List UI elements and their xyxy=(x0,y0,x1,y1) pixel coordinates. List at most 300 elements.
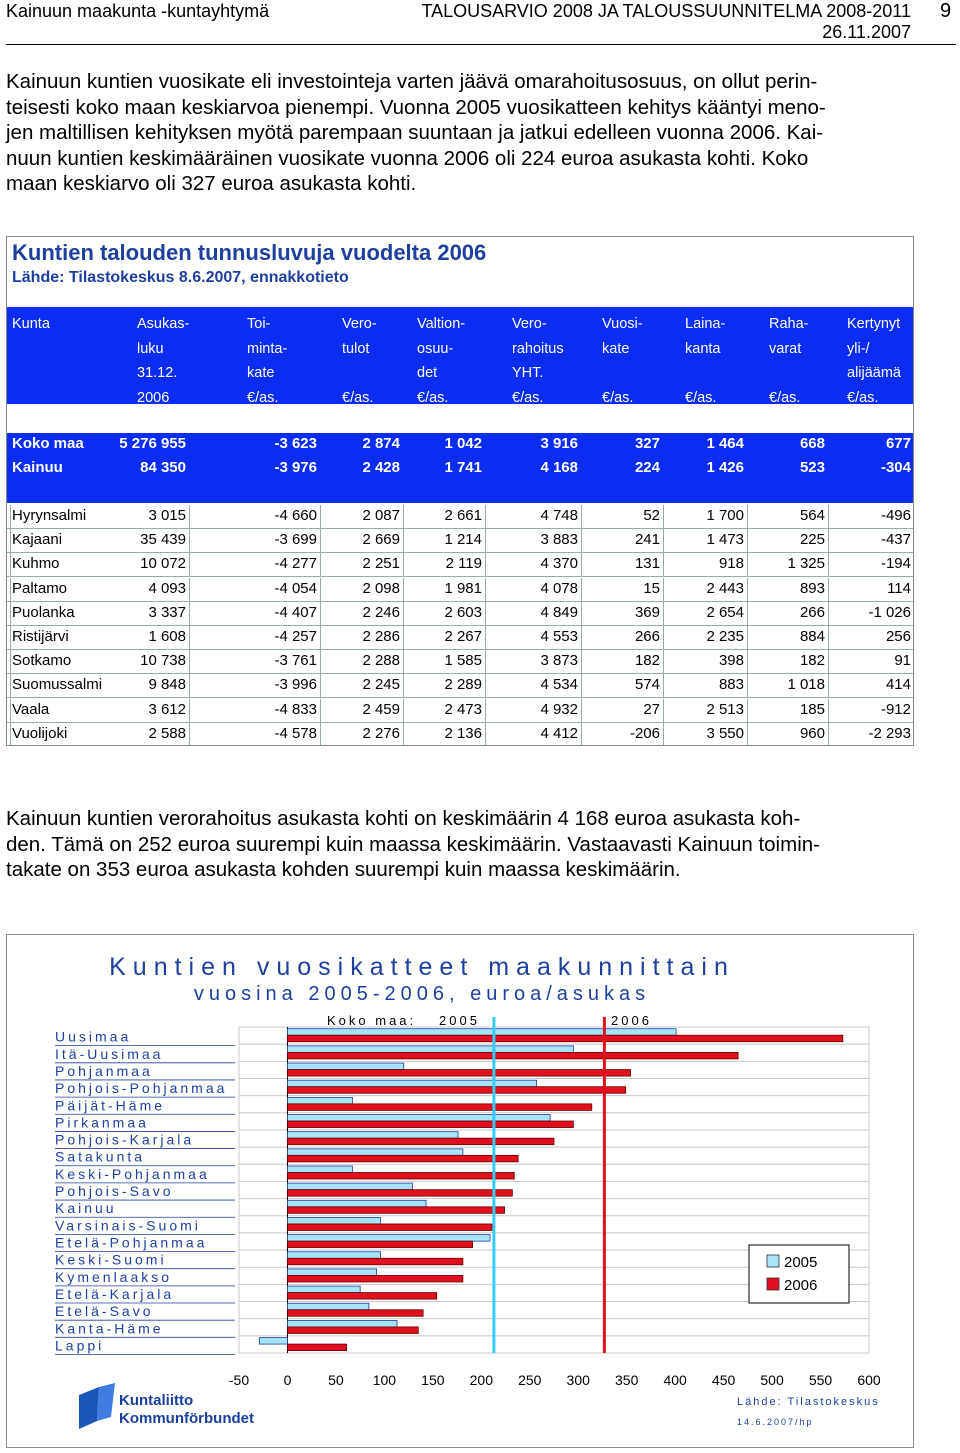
table-grid-cell xyxy=(190,602,321,626)
table-grid-cell xyxy=(190,650,321,674)
table-cell: 2 661 xyxy=(444,507,482,524)
table-grid-cell xyxy=(11,674,190,698)
table-cell-name: Ristijärvi xyxy=(12,628,69,645)
bar-2006 xyxy=(287,1207,504,1214)
legend-label-2005: 2005 xyxy=(784,1254,818,1271)
table-grid-cell xyxy=(582,674,664,698)
paragraph-line: teisesti koko maan keskiarvoa pienempi. Vuonna 2005 vuosikatteen kehitys kääntyi meno- xyxy=(6,95,826,119)
table-cell-name: Koko maa xyxy=(12,435,84,452)
header-document-title xyxy=(370,1,911,43)
x-tick-label: 150 xyxy=(421,1372,445,1388)
legend-label-2006: 2006 xyxy=(784,1277,818,1294)
table-title: Kuntien talouden tunnusluvuja vuodelta 2006 xyxy=(12,240,487,265)
reference-label: Koko maa: xyxy=(327,1013,417,1028)
table-cell-name: Kuhmo xyxy=(12,555,60,573)
paragraph-line: den. Tämä on 252 euroa suurempi kuin maassa keskimäärin. Vastaavasti Kainuun toimin- xyxy=(6,832,820,856)
table-cell: 2 459 xyxy=(362,700,400,718)
table-cell: 2 443 xyxy=(706,579,744,597)
x-tick-label: 50 xyxy=(328,1372,344,1388)
table-cell: 2 588 xyxy=(148,724,186,742)
reference-year-2006: 2006 xyxy=(611,1013,652,1028)
table-cell: 4 932 xyxy=(540,700,578,718)
table-grid-cell xyxy=(321,674,404,698)
table-column-header: Valtion- osuu- det €/as. xyxy=(417,316,466,406)
bar-2005 xyxy=(287,1269,376,1276)
table-cell: 9 848 xyxy=(148,676,186,694)
table-cell: 2 276 xyxy=(362,724,400,742)
table-cell: 2 473 xyxy=(444,700,482,718)
table-cell: 1 042 xyxy=(444,435,482,452)
table-grid-cell xyxy=(664,674,748,698)
table-grid-cell xyxy=(582,505,664,529)
category-label: Satakunta xyxy=(55,1148,146,1165)
table-subtitle: Lähde: Tilastokeskus 8.6.2007, ennakkotieto xyxy=(12,269,349,286)
bar-2005 xyxy=(287,1286,360,1293)
paragraph-vuosikate xyxy=(6,69,951,197)
x-tick-label: 400 xyxy=(663,1372,687,1388)
table-cell: -4 578 xyxy=(274,724,317,742)
table-grid-cell xyxy=(748,626,829,650)
bar-2006 xyxy=(287,1258,462,1265)
logo-mark-right xyxy=(97,1383,115,1421)
table-cell: 1 981 xyxy=(444,579,482,597)
table-column-header: Vero- tulot €/as. xyxy=(342,316,377,406)
table-cell-name: Hyrynsalmi xyxy=(12,507,87,524)
bar-2005 xyxy=(287,1166,352,1173)
bar-2006 xyxy=(287,1310,423,1317)
bar-2006 xyxy=(287,1344,346,1351)
table-cell: 2 288 xyxy=(362,652,400,670)
table-cell-name: Paltamo xyxy=(12,579,68,597)
kuntaliitto-logo xyxy=(79,1383,254,1429)
bar-2006 xyxy=(287,1138,554,1145)
table-grid-cell xyxy=(190,578,321,602)
bar-2006 xyxy=(287,1087,625,1094)
table-cell: -4 257 xyxy=(274,628,317,645)
table-summary-row xyxy=(7,433,913,457)
table-cell: -4 833 xyxy=(274,700,317,718)
table-grid-cell xyxy=(404,723,486,746)
bar-2006 xyxy=(287,1293,436,1300)
table-cell: 225 xyxy=(799,531,825,549)
table-cell: -3 976 xyxy=(274,459,317,476)
table-cell: 2 235 xyxy=(706,628,744,645)
table-grid-cell xyxy=(486,674,582,698)
bar-2005 xyxy=(287,1029,676,1036)
table-cell: 5 276 955 xyxy=(119,435,186,452)
table-cell: 1 585 xyxy=(444,652,482,670)
table-column-header: Raha- varat €/as. xyxy=(769,316,809,406)
table-cell: 2 513 xyxy=(706,700,744,718)
table-cell: -4 277 xyxy=(274,555,317,573)
table-cell: 2 245 xyxy=(362,676,400,694)
table-grid-cell xyxy=(748,723,829,746)
table-cell: 4 553 xyxy=(540,628,578,645)
table-cell: 182 xyxy=(634,652,660,670)
table-grid-cell xyxy=(190,553,321,577)
chart-subtitle: vuosina 2005-2006, euroa/asukas xyxy=(193,983,651,1005)
table-cell-name: Sotkamo xyxy=(12,652,72,670)
table-grid-cell xyxy=(829,723,914,746)
paragraph-line: jen maltillisen kehityksen myötä parempaan suuntaan ja jatkui edelleen vuonna 2006. Kai- xyxy=(6,121,824,144)
table-grid-cell xyxy=(664,626,748,650)
table-cell: 4 168 xyxy=(540,459,578,476)
paragraph-line: takate on 353 euroa asukasta kohden suurempi kuin maassa keskimäärin. xyxy=(6,858,681,881)
table-grid-cell xyxy=(664,650,748,674)
table-cell: 893 xyxy=(799,579,825,597)
table-cell: -206 xyxy=(629,724,660,742)
x-tick-label: -50 xyxy=(228,1372,250,1388)
table-cell: 91 xyxy=(894,652,911,670)
table-cell: 1 018 xyxy=(787,676,825,694)
table-cell: 2 246 xyxy=(362,603,400,621)
table-cell-name: Vuolijoki xyxy=(12,724,68,742)
bar-2006 xyxy=(287,1035,842,1042)
table-cell: 2 874 xyxy=(362,435,400,452)
table-grid-cell xyxy=(582,723,664,746)
table-grid-cell xyxy=(664,578,748,602)
table-cell: 3 337 xyxy=(148,603,186,621)
table-cell: 10 738 xyxy=(140,652,186,670)
bar-2006 xyxy=(287,1104,591,1111)
table-grid-cell xyxy=(664,505,748,529)
chart-frame xyxy=(6,934,914,1448)
bar-2005 xyxy=(287,1149,462,1156)
bar-2005 xyxy=(287,1080,536,1087)
page-number: 9 xyxy=(940,0,952,22)
category-label: Kanta-Häme xyxy=(55,1320,164,1337)
table-grid-cell xyxy=(404,529,486,553)
bar-2005 xyxy=(287,1046,573,1053)
logo-text-sv: Kommunförbundet xyxy=(119,1410,254,1427)
table-header xyxy=(7,307,913,404)
table-grid-cell xyxy=(404,674,486,698)
paragraph-line: maan keskiarvo oli 327 euroa asukasta kohti. xyxy=(6,172,417,195)
table-column-header: Kertynyt yli-/ alijäämä €/as. xyxy=(847,316,901,406)
table-column-header: Vuosi- kate €/as. xyxy=(602,316,643,406)
x-tick-label: 450 xyxy=(711,1372,736,1388)
table-cell: 35 439 xyxy=(140,531,186,549)
table-column-header: Vero- rahoitus YHT. €/as. xyxy=(512,316,564,406)
table-column-header: Laina- kanta €/as. xyxy=(685,316,726,406)
table-cell: -1 026 xyxy=(868,603,911,621)
table-cell: 327 xyxy=(634,435,660,452)
table-cell: 224 xyxy=(634,459,660,476)
category-label: Pohjois-Pohjanmaa xyxy=(55,1080,228,1097)
table-grid-cell xyxy=(11,650,190,674)
category-label: Pohjois-Savo xyxy=(55,1183,174,1200)
logo-mark-left xyxy=(79,1387,99,1429)
category-label: Pohjanmaa xyxy=(55,1062,153,1079)
bar-2006 xyxy=(287,1327,418,1334)
table-grid-cell xyxy=(11,529,190,553)
table-cell: 1 741 xyxy=(444,459,482,476)
category-label: Keski-Pohjanmaa xyxy=(55,1165,210,1182)
table-column-header: Toi- minta- kate €/as. xyxy=(247,316,288,406)
table-cell: 2 654 xyxy=(706,603,744,621)
table-cell: -3 761 xyxy=(274,652,317,670)
table-grid-cell xyxy=(748,650,829,674)
table-row xyxy=(7,553,913,577)
bar-2006 xyxy=(287,1190,512,1197)
table-cell: 2 289 xyxy=(444,676,482,694)
table-grid-cell xyxy=(664,553,748,577)
x-tick-label: 550 xyxy=(808,1372,833,1388)
table-cell: 2 087 xyxy=(362,507,400,524)
bar-2005 xyxy=(287,1252,380,1259)
table-grid-cell xyxy=(404,505,486,529)
table-cell: 1 473 xyxy=(706,531,744,549)
table-cell: 266 xyxy=(634,628,660,645)
table-grid-cell xyxy=(486,578,582,602)
table-cell: 131 xyxy=(634,555,660,573)
x-tick-label: 100 xyxy=(372,1372,397,1388)
table-cell: 1 464 xyxy=(706,435,744,452)
table-cell: -194 xyxy=(880,555,911,573)
table-grid-cell xyxy=(11,699,190,723)
table-grid-cell xyxy=(829,674,914,698)
table-cell: 241 xyxy=(634,531,660,549)
legend-swatch-2006 xyxy=(767,1278,779,1290)
table-cell: 398 xyxy=(718,652,744,670)
table-grid-cell xyxy=(748,578,829,602)
table-grid-cell xyxy=(486,626,582,650)
header-organization: Kainuun maakunta -kuntayhtymä xyxy=(6,1,270,21)
table-cell: -3 996 xyxy=(274,676,317,694)
table-cell: 4 534 xyxy=(540,676,578,694)
category-label: Pirkanmaa xyxy=(55,1114,149,1131)
table-cell: 1 426 xyxy=(706,459,744,476)
table-cell-name: Puolanka xyxy=(12,603,75,621)
bar-2006 xyxy=(287,1172,514,1179)
bar-2006 xyxy=(287,1241,472,1248)
table-cell: 15 xyxy=(643,579,660,597)
table-grid-cell xyxy=(190,699,321,723)
table-grid-cell xyxy=(321,650,404,674)
table-cell: 84 350 xyxy=(140,459,186,476)
table-row xyxy=(7,723,913,746)
table-grid-cell xyxy=(582,578,664,602)
table-row xyxy=(7,626,913,650)
table-grid-cell xyxy=(321,529,404,553)
table-grid-cell xyxy=(486,505,582,529)
table-grid-cell xyxy=(321,505,404,529)
bar-2005 xyxy=(287,1217,380,1224)
table-cell: 3 916 xyxy=(540,435,578,452)
category-label: Itä-Uusimaa xyxy=(55,1045,164,1062)
bar-2006 xyxy=(287,1052,738,1059)
table-cell: 2 136 xyxy=(444,724,482,742)
table-cell: 2 119 xyxy=(445,555,482,573)
table-grid-cell xyxy=(829,505,914,529)
bar-2005 xyxy=(287,1235,490,1242)
table-cell: 4 412 xyxy=(540,724,578,742)
table-grid-cell xyxy=(404,650,486,674)
table-cell: 4 078 xyxy=(540,579,578,597)
table-grid-cell xyxy=(829,626,914,650)
table-grid-cell xyxy=(829,699,914,723)
table-grid-cell xyxy=(321,723,404,746)
table-cell: 4 093 xyxy=(148,579,186,597)
table-column-header: Kunta xyxy=(12,316,50,332)
table-cell: 10 072 xyxy=(140,555,186,573)
key-figures-table xyxy=(6,236,914,746)
table-cell: 4 370 xyxy=(540,555,578,573)
x-tick-label: 600 xyxy=(857,1372,881,1388)
category-label: Lappi xyxy=(55,1337,105,1354)
bar-2005 xyxy=(287,1063,403,1070)
table-cell: 2 286 xyxy=(362,628,400,645)
table-cell: 256 xyxy=(885,628,911,645)
table-cell: -912 xyxy=(880,700,911,718)
bar-2005 xyxy=(287,1097,352,1104)
page-header xyxy=(0,0,960,44)
table-cell: -496 xyxy=(880,507,911,524)
table-row xyxy=(7,699,913,723)
table-grid-cell xyxy=(321,578,404,602)
table-row xyxy=(7,529,913,553)
table-grid-cell xyxy=(582,650,664,674)
table-cell: 884 xyxy=(799,628,825,645)
table-grid-cell xyxy=(11,723,190,746)
table-grid-cell xyxy=(321,699,404,723)
category-label: Kainuu xyxy=(55,1200,117,1217)
table-cell: 414 xyxy=(885,676,911,694)
bar-2006 xyxy=(287,1070,630,1077)
table-grid-cell xyxy=(11,602,190,626)
table-row xyxy=(7,578,913,602)
table-cell: 185 xyxy=(799,700,825,718)
chart-title: Kuntien vuosikatteet maakunnittain xyxy=(109,953,735,981)
table-cell: 3 612 xyxy=(148,700,186,718)
table-cell: 2 603 xyxy=(444,603,482,621)
table-cell: 114 xyxy=(887,579,911,597)
table-grid-cell xyxy=(321,626,404,650)
category-label: Keski-Suomi xyxy=(55,1251,167,1268)
logo-text-fi: Kuntaliitto xyxy=(119,1392,194,1409)
table-grid-cell xyxy=(664,602,748,626)
x-tick-label: 200 xyxy=(469,1372,493,1388)
table-grid-cell xyxy=(748,699,829,723)
source-label: Lähde: Tilastokeskus xyxy=(737,1396,880,1408)
x-tick-label: 350 xyxy=(615,1372,639,1388)
table-row xyxy=(7,674,913,698)
table-cell: -304 xyxy=(880,459,911,476)
table-grid-cell xyxy=(321,602,404,626)
table-cell: 3 883 xyxy=(540,531,578,549)
category-label: Pohjois-Karjala xyxy=(55,1131,195,1148)
table-grid-cell xyxy=(829,650,914,674)
table-cell: 564 xyxy=(799,507,825,524)
table-grid-cell xyxy=(748,505,829,529)
table-grid-cell xyxy=(11,505,190,529)
table-cell: 2 251 xyxy=(362,555,400,573)
bar-2005 xyxy=(287,1132,458,1139)
table-grid-cell xyxy=(829,578,914,602)
table-separator xyxy=(7,481,913,503)
table-cell: 266 xyxy=(799,603,825,621)
table-cell: 2 428 xyxy=(362,459,400,476)
table-grid-cell xyxy=(190,529,321,553)
table-cell: 1 608 xyxy=(148,628,186,645)
table-grid-cell xyxy=(486,650,582,674)
table-cell-name: Vaala xyxy=(12,700,50,718)
table-grid-cell xyxy=(748,529,829,553)
bar-2005 xyxy=(287,1320,397,1327)
table-grid-cell xyxy=(404,626,486,650)
x-tick-label: 300 xyxy=(566,1372,590,1388)
table-cell: 918 xyxy=(718,555,744,573)
table-grid-cell xyxy=(190,674,321,698)
table-cell: -4 407 xyxy=(274,603,317,621)
bar-2005 xyxy=(287,1115,550,1122)
table-grid-cell xyxy=(664,529,748,553)
table-cell: 27 xyxy=(643,700,660,718)
table-grid-cell xyxy=(321,553,404,577)
table-grid-cell xyxy=(11,626,190,650)
table-cell: 3 873 xyxy=(540,652,578,670)
category-label: Etelä-Pohjanmaa xyxy=(55,1234,208,1251)
bar-2006 xyxy=(287,1275,462,1282)
table-cell: 2 267 xyxy=(444,628,482,645)
table-cell: 2 098 xyxy=(362,579,400,597)
reference-year-2005: 2005 xyxy=(439,1013,480,1028)
table-cell: 574 xyxy=(634,676,660,694)
table-cell-name: Suomussalmi xyxy=(12,676,103,694)
table-grid-cell xyxy=(582,602,664,626)
category-label: Uusimaa xyxy=(55,1028,132,1045)
bar-2006 xyxy=(287,1224,492,1231)
table-grid-cell xyxy=(748,553,829,577)
table-cell: 4 748 xyxy=(540,507,578,524)
table-grid-cell xyxy=(582,699,664,723)
table-cell: 677 xyxy=(885,435,911,452)
table-cell: 1 700 xyxy=(706,507,744,524)
table-grid-cell xyxy=(486,699,582,723)
table-cell: 2 669 xyxy=(362,531,400,549)
table-cell: -3 699 xyxy=(274,531,317,549)
x-tick-label: 0 xyxy=(283,1372,292,1388)
header-date: 26.11.2007 xyxy=(822,22,911,42)
table-grid-cell xyxy=(11,578,190,602)
table-grid-cell xyxy=(486,553,582,577)
table-cell: 883 xyxy=(718,676,744,694)
category-label: Etelä-Savo xyxy=(55,1303,154,1320)
table-grid-cell xyxy=(748,602,829,626)
table-grid-cell xyxy=(748,674,829,698)
source-date: 14.6.2007/hp xyxy=(737,1417,814,1427)
table-grid-cell xyxy=(190,505,321,529)
category-label: Päijät-Häme xyxy=(55,1097,166,1114)
category-label: Varsinais-Suomi xyxy=(55,1217,201,1234)
paragraph-line: Kainuun kuntien verorahoitus asukasta kohti on keskimäärin 4 168 euroa asukasta koh- xyxy=(6,807,801,830)
table-cell: 369 xyxy=(634,603,660,621)
bar-2006 xyxy=(287,1121,573,1128)
category-label: Kymenlaakso xyxy=(55,1268,173,1285)
table-grid-cell xyxy=(829,553,914,577)
category-label: Etelä-Karjala xyxy=(55,1286,175,1303)
table-cell: 3 015 xyxy=(148,507,186,524)
header-title-line: TALOUSARVIO 2008 JA TALOUSSUUNNITELMA 2008-2011 xyxy=(421,1,911,21)
table-cell: 52 xyxy=(643,507,660,524)
table-grid-cell xyxy=(582,529,664,553)
paragraph-line: nuun kuntien keskimääräinen vuosikate vuonna 2006 oli 224 euroa asukasta kohti. Koko xyxy=(6,146,809,170)
table-grid-cell xyxy=(190,626,321,650)
table-cell: 668 xyxy=(799,435,825,452)
table-grid-cell xyxy=(486,529,582,553)
vuosikate-bar-chart xyxy=(7,935,913,1447)
chart-plot-area xyxy=(55,1013,881,1427)
